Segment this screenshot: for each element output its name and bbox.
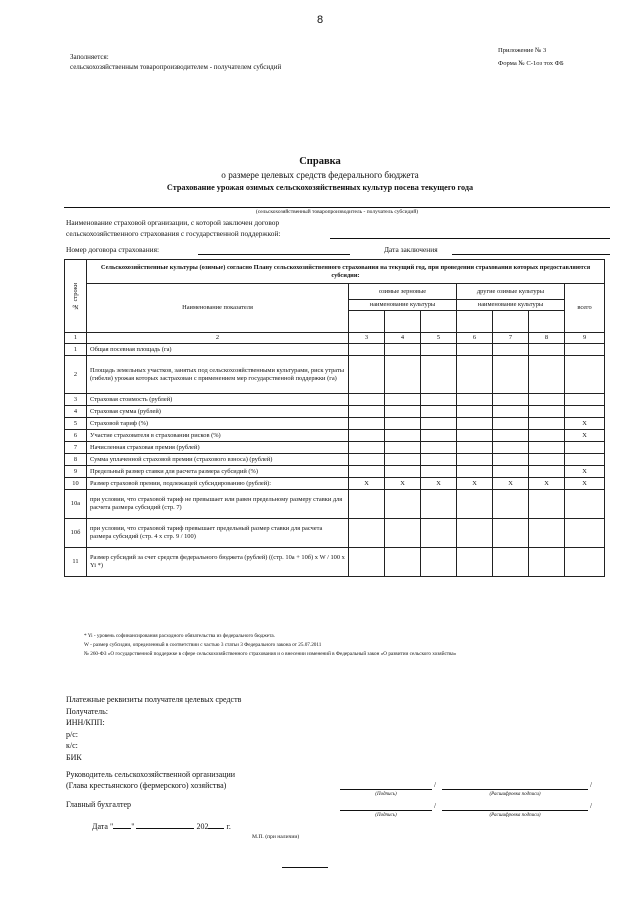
value-cell[interactable]: [457, 430, 493, 442]
head-signature-field[interactable]: [340, 789, 432, 790]
quote: ": [109, 822, 114, 831]
contract-number-field[interactable]: [198, 254, 350, 255]
footer-line: [282, 867, 328, 868]
document-title: Справка: [299, 156, 341, 167]
value-cell[interactable]: [493, 519, 529, 548]
producer-caption: (сельскохозяйственный товаропроизводитель - получатель субсидий): [255, 209, 419, 215]
cell-excluded: X: [565, 478, 605, 490]
cell-excluded: X: [349, 478, 385, 490]
value-cell[interactable]: [565, 356, 605, 394]
date-label: Дата: [92, 822, 108, 831]
cell-excluded: X: [457, 478, 493, 490]
row-number: 9: [65, 466, 87, 478]
value-cell[interactable]: [529, 442, 565, 454]
value-cell[interactable]: [457, 418, 493, 430]
row-number: 5: [65, 418, 87, 430]
column-number: 8: [529, 333, 565, 344]
cell-excluded: X: [421, 478, 457, 490]
row-number: 1: [65, 344, 87, 356]
header-left-line: сельскохозяйственным товаропроизводителем - получателем субсидий: [70, 63, 282, 71]
row-number: 10а: [65, 490, 87, 519]
decode-caption: (Расшифровка подписи): [489, 792, 541, 797]
cell-excluded: X: [385, 478, 421, 490]
contract-date-field[interactable]: [452, 254, 610, 255]
crop-name-cell[interactable]: [457, 311, 493, 333]
row-label: при условии, что страховой тариф не превышает или равен предельному размеру ставки для расчета размера субсидий (стр. 7): [87, 490, 349, 519]
accountant-label: Главный бухгалтер: [66, 800, 131, 809]
row-label: Сумма уплаченной страховой премии (страхового взноса) (рублей): [87, 454, 349, 466]
row-number: 8: [65, 454, 87, 466]
cell-excluded: X: [565, 418, 605, 430]
date-month-field[interactable]: [136, 828, 194, 829]
value-cell[interactable]: [385, 519, 421, 548]
contract-date-label: Дата заключения: [384, 245, 438, 254]
table-row: [65, 418, 605, 430]
value-cell[interactable]: [421, 356, 457, 394]
signature-caption: (Подпись): [375, 792, 397, 797]
crop-name-cell[interactable]: [493, 311, 529, 333]
value-cell[interactable]: [457, 454, 493, 466]
slash: /: [590, 801, 593, 810]
value-cell[interactable]: [421, 442, 457, 454]
header-right: [498, 44, 564, 70]
table-row: [65, 519, 605, 548]
value-cell[interactable]: [349, 490, 385, 519]
slash: /: [434, 801, 437, 810]
slash: /: [590, 780, 593, 789]
table-row: [65, 548, 605, 577]
value-cell[interactable]: [529, 454, 565, 466]
accountant-decode-field[interactable]: [442, 810, 588, 811]
value-cell[interactable]: [493, 430, 529, 442]
date-day-field[interactable]: [113, 828, 131, 829]
date-year: 202: [196, 822, 209, 831]
table-row: [65, 478, 605, 490]
signature-caption: (Подпись): [375, 813, 397, 818]
slash: /: [434, 780, 437, 789]
form-code: Форма № С-1оз тох ФБ: [498, 60, 564, 67]
value-cell[interactable]: [385, 490, 421, 519]
head-label-line: (Глава крестьянского (фермерского) хозяйства): [66, 781, 227, 790]
payment-inn: ИНН/КПП:: [66, 718, 105, 727]
row-number: 10б: [65, 519, 87, 548]
payment-bik: БИК: [66, 752, 82, 762]
value-cell[interactable]: [457, 466, 493, 478]
header-left-line: Заполняется:: [70, 53, 109, 61]
other-crops-header: другие озимые культуры: [457, 284, 565, 300]
row-number: 3: [65, 394, 87, 406]
group-header: Сельскохозяйственные культуры (озимые) согласно Плану сельскохозяйственного страхования на текущий год, при проведении страхования которых предоставляются субсидии:: [87, 260, 605, 284]
row-label: Страховая сумма (рублей): [87, 406, 349, 418]
crop-name-cell[interactable]: [421, 311, 457, 333]
table-row: [65, 430, 605, 442]
value-cell[interactable]: [349, 430, 385, 442]
crop-name-header: наименование культуры: [349, 300, 457, 311]
crop-name-header: наименование культуры: [457, 300, 565, 311]
head-decode-field[interactable]: [442, 789, 588, 790]
quote: ": [131, 822, 135, 831]
table-row: [65, 406, 605, 418]
column-number: 1: [65, 333, 87, 344]
row-number: 7: [65, 442, 87, 454]
value-cell[interactable]: [529, 344, 565, 356]
value-cell[interactable]: [385, 454, 421, 466]
payment-details: [66, 694, 241, 763]
value-cell[interactable]: [565, 406, 605, 418]
column-number: 4: [385, 333, 421, 344]
value-cell[interactable]: [385, 548, 421, 577]
value-cell[interactable]: [421, 406, 457, 418]
insurer-label: сельскохозяйственного страхования с государственной поддержкой:: [66, 229, 281, 238]
value-cell[interactable]: [421, 519, 457, 548]
indicator-table: [64, 259, 605, 577]
value-cell[interactable]: [529, 430, 565, 442]
document-subtitle: о размере целевых средств федерального бюджета: [221, 170, 419, 180]
value-cell[interactable]: [349, 344, 385, 356]
table-row: [65, 394, 605, 406]
column-number: 6: [457, 333, 493, 344]
indicator-header: Наименование показателя: [87, 284, 349, 333]
value-cell[interactable]: [421, 454, 457, 466]
decode-caption: (Расшифровка подписи): [489, 813, 541, 818]
row-label: Страховая стоимость (рублей): [87, 394, 349, 406]
row-number: 10: [65, 478, 87, 490]
value-cell[interactable]: [529, 548, 565, 577]
value-cell[interactable]: [349, 418, 385, 430]
value-cell[interactable]: [457, 344, 493, 356]
value-cell[interactable]: [493, 406, 529, 418]
column-number: 2: [87, 333, 349, 344]
row-label: Начисленная страховая премия (рублей): [87, 442, 349, 454]
value-cell[interactable]: [457, 394, 493, 406]
value-cell[interactable]: [565, 394, 605, 406]
footnote: № 260-ФЗ «О государственной поддержке в сфере сельскохозяйственного страхования и о внесении изменений в Федеральный закон «О развитии сельского хозяйства»: [84, 651, 457, 657]
contract-number-label: Номер договора страхования:: [66, 245, 160, 254]
value-cell[interactable]: [493, 466, 529, 478]
table-row: [65, 356, 605, 394]
value-cell[interactable]: [421, 430, 457, 442]
value-cell[interactable]: [457, 406, 493, 418]
value-cell[interactable]: [421, 394, 457, 406]
column-number: 5: [421, 333, 457, 344]
row-label: Размер субсидий за счет средств федерального бюджета (рублей) ((стр. 10а + 10б) х W / 100 х Yi *): [87, 548, 349, 577]
value-cell[interactable]: [349, 519, 385, 548]
head-label-line: Руководитель сельскохозяйственной организации: [66, 770, 236, 779]
insurer-label: Наименование страховой организации, с которой заключен договор: [66, 218, 280, 227]
insurer-field[interactable]: [330, 238, 610, 239]
value-cell[interactable]: [565, 519, 605, 548]
table-row: [65, 454, 605, 466]
row-label: Страховой тариф (%): [87, 418, 349, 430]
column-number-row: [65, 333, 605, 344]
payment-corr-account: к/с:: [66, 741, 78, 750]
value-cell[interactable]: [457, 490, 493, 519]
value-cell[interactable]: [493, 442, 529, 454]
value-cell[interactable]: [565, 454, 605, 466]
document-subtitle-bold: Страхование урожая озимых сельскохозяйственных культур посева текущего года: [166, 183, 474, 192]
payment-recipient: Получатель:: [66, 706, 108, 716]
value-cell[interactable]: [493, 356, 529, 394]
value-cell[interactable]: [493, 490, 529, 519]
row-number-header: № строки: [65, 260, 87, 333]
value-cell[interactable]: [493, 548, 529, 577]
crop-name-cell[interactable]: [385, 311, 421, 333]
value-cell[interactable]: [349, 394, 385, 406]
column-number: 7: [493, 333, 529, 344]
value-cell[interactable]: [565, 344, 605, 356]
value-cell[interactable]: [493, 418, 529, 430]
value-cell[interactable]: [565, 442, 605, 454]
row-label: Участие страхователя в страховании рисков (%): [87, 430, 349, 442]
value-cell[interactable]: [385, 356, 421, 394]
head-label: [66, 769, 235, 791]
footnote: * Yi - уровень софинансирования расходного обязательства из федерального бюджета.: [84, 633, 276, 639]
value-cell[interactable]: [385, 394, 421, 406]
value-cell[interactable]: [457, 519, 493, 548]
value-cell[interactable]: [349, 466, 385, 478]
row-label: при условии, что страховой тариф превышает предельный размер ставки для расчета размера субсидий (стр. 4 х стр. 9 / 100): [87, 519, 349, 548]
value-cell[interactable]: [349, 548, 385, 577]
value-cell[interactable]: [493, 394, 529, 406]
row-label: Площадь земельных участков, занятых под сельскохозяйственными культурами, риск утраты (гибели) урожая которых застрахован с применением мер государственной поддержки (га): [87, 356, 349, 394]
value-cell[interactable]: [457, 442, 493, 454]
accountant-signature-field[interactable]: [340, 810, 432, 811]
cell-excluded: X: [529, 478, 565, 490]
date-line: [92, 822, 231, 831]
value-cell[interactable]: [385, 442, 421, 454]
row-number: 2: [65, 356, 87, 394]
row-number: 11: [65, 548, 87, 577]
value-cell[interactable]: [529, 406, 565, 418]
value-cell[interactable]: [529, 490, 565, 519]
row-label: Общая посевная площадь (га): [87, 344, 349, 356]
value-cell[interactable]: [421, 490, 457, 519]
column-number: 3: [349, 333, 385, 344]
footnote: W - размер субсидии, определенный в соответствии с частью 3 статьи 3 Федерального закона от 25.07.2011: [84, 642, 322, 648]
value-cell[interactable]: [349, 406, 385, 418]
row-label: Размер страховой премии, подлежащей субсидированию (рублей):: [87, 478, 349, 490]
value-cell[interactable]: [385, 344, 421, 356]
value-cell[interactable]: [493, 454, 529, 466]
total-header: всего: [565, 284, 605, 333]
row-number: 4: [65, 406, 87, 418]
value-cell[interactable]: [349, 454, 385, 466]
row-number: 6: [65, 430, 87, 442]
value-cell[interactable]: [349, 356, 385, 394]
producer-line[interactable]: [64, 207, 610, 208]
payment-heading: Платежные реквизиты получателя целевых средств: [66, 695, 242, 704]
value-cell[interactable]: [421, 466, 457, 478]
value-cell[interactable]: [529, 356, 565, 394]
value-cell[interactable]: [457, 356, 493, 394]
cell-excluded: X: [493, 478, 529, 490]
column-number: 9: [565, 333, 605, 344]
value-cell[interactable]: [565, 490, 605, 519]
value-cell[interactable]: [385, 466, 421, 478]
value-cell[interactable]: [529, 519, 565, 548]
payment-account: р/с:: [66, 729, 78, 739]
value-cell[interactable]: [421, 344, 457, 356]
value-cell[interactable]: [421, 418, 457, 430]
appendix-label: Приложение № 3: [498, 47, 547, 54]
table-row: [65, 442, 605, 454]
row-label: Предельный размер ставки для расчета размера субсидий (%): [87, 466, 349, 478]
cell-excluded: X: [565, 466, 605, 478]
value-cell[interactable]: [529, 418, 565, 430]
crop-name-cell[interactable]: [529, 311, 565, 333]
value-cell[interactable]: [385, 418, 421, 430]
table-row: [65, 490, 605, 519]
footnotes: [84, 632, 604, 659]
page-number: 8: [316, 14, 324, 26]
grain-header: озимые зерновые: [349, 284, 457, 300]
date-suffix: г.: [226, 822, 231, 831]
value-cell[interactable]: [493, 344, 529, 356]
table-row: [65, 344, 605, 356]
stamp-label: М.П. (при наличии): [252, 834, 300, 840]
header-left: [70, 52, 281, 72]
value-cell[interactable]: [385, 406, 421, 418]
value-cell[interactable]: [385, 430, 421, 442]
value-cell[interactable]: [529, 394, 565, 406]
value-cell[interactable]: [457, 548, 493, 577]
value-cell[interactable]: [349, 442, 385, 454]
value-cell[interactable]: [529, 466, 565, 478]
date-year-field[interactable]: [208, 828, 224, 829]
value-cell[interactable]: [421, 548, 457, 577]
crop-name-cell[interactable]: [349, 311, 385, 333]
cell-excluded: X: [565, 430, 605, 442]
value-cell[interactable]: [565, 548, 605, 577]
table-row: [65, 466, 605, 478]
